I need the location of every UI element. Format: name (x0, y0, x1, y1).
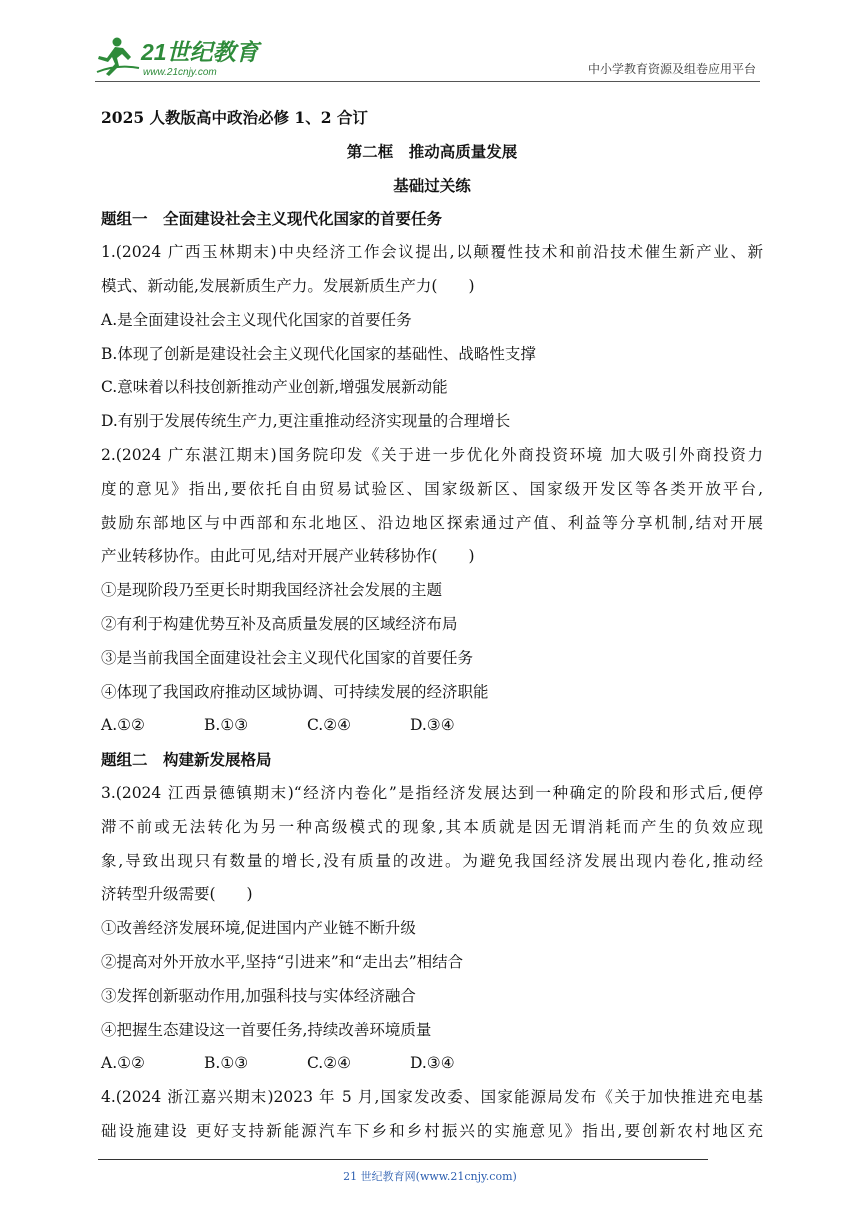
runner-icon (97, 38, 139, 77)
document-body (101, 101, 763, 1149)
question-stem: 2.(2024 广东湛江期末)国务院印发《关于进一步优化外商投资环境 加大吸引外商投资力 (101, 445, 763, 464)
header-divider (95, 81, 760, 82)
group-heading-2: 题组二 构建新发展格局 (101, 750, 272, 770)
question-4 (101, 1081, 763, 1149)
question-stem: 鼓励东部地区与中西部和东北地区、沿边地区探索通过产值、利益等分享机制,结对开展 (101, 513, 763, 532)
doc-subtitle: 第二框 推动高质量发展 (346, 141, 518, 161)
option-d: D.有别于发展传统生产力,更注重推动经济实现量的合理增长 (101, 412, 511, 431)
logo-21cnjy (95, 34, 265, 80)
question-stem: 4.(2024 浙江嘉兴期末)2023 年 5 月,国家发改委、国家能源局发布《关于加快推进充电基 (101, 1088, 763, 1107)
statement-2: ②有利于构建优势互补及高质量发展的区域经济布局 (101, 614, 458, 633)
option-a: A.①② (101, 716, 145, 735)
statement-4: ④体现了我国政府推动区域协调、可持续发展的经济职能 (101, 682, 489, 701)
option-d: D.③④ (410, 1054, 455, 1073)
question-stem: 3.(2024 江西景德镇期末)“经济内卷化”是指经济发展达到一种确定的阶段和形式后,便停 (101, 783, 763, 802)
footer-divider (98, 1159, 708, 1160)
group-heading-1: 题组一 全面建设社会主义现代化国家的首要任务 (101, 209, 443, 229)
answer-options (101, 1047, 763, 1081)
statement-4: ④把握生态建设这一首要任务,持续改善环境质量 (101, 1020, 432, 1039)
page-header (95, 30, 760, 82)
statement-2: ②提高对外开放水平,坚持“引进来”和“走出去”相结合 (101, 952, 464, 971)
statement-1: ①是现阶段乃至更长时期我国经济社会发展的主题 (101, 581, 443, 600)
question-1 (101, 236, 763, 439)
statement-3: ③是当前我国全面建设社会主义现代化国家的首要任务 (101, 648, 474, 667)
site-tagline: 中小学教育资源及组卷应用平台 (587, 62, 756, 76)
option-c: C.②④ (307, 716, 352, 735)
doc-title: 2025 人教版高中政治必修 1、2 合订 (101, 108, 368, 127)
question-stem: 产业转移协作。由此可见,结对开展产业转移协作( ) (101, 547, 475, 566)
question-2 (101, 439, 763, 743)
question-stem: 滞不前或无法转化为另一种高级模式的现象,其本质就是因无谓消耗而产生的负效应现 (101, 817, 763, 836)
option-b: B.①③ (204, 1054, 249, 1073)
option-c: C.②④ (307, 1054, 352, 1073)
option-b: B.①③ (204, 716, 249, 735)
option-d: D.③④ (410, 716, 455, 735)
option-b: B.体现了创新是建设社会主义现代化国家的基础性、战略性支撑 (101, 344, 536, 363)
statement-3: ③发挥创新驱动作用,加强科技与实体经济融合 (101, 986, 416, 1005)
question-stem: 济转型升级需要( ) (101, 885, 253, 904)
question-stem: 象,导致出现只有数量的增长,没有质量的改进。为避免我国经济发展出现内卷化,推动经 (101, 851, 763, 870)
logo-title: 21世纪教育 (141, 39, 259, 65)
question-stem: 度的意见》指出,要依托自由贸易试验区、国家级新区、国家级开发区等各类开放平台, (101, 479, 763, 498)
question-3 (101, 777, 763, 1081)
option-a: A.①② (101, 1054, 145, 1073)
question-stem: 础设施建设 更好支持新能源汽车下乡和乡村振兴的实施意见》指出,要创新农村地区充 (101, 1121, 763, 1140)
question-stem: 模式、新动能,发展新质生产力。发展新质生产力( ) (101, 276, 475, 295)
statement-1: ①改善经济发展环境,促进国内产业链不断升级 (101, 919, 416, 938)
answer-options (101, 709, 763, 743)
option-a: A.是全面建设社会主义现代化国家的首要任务 (101, 310, 412, 329)
section-heading: 基础过关练 (393, 175, 471, 195)
page-footer: 21 世纪教育网(www.21cnjy.com) (343, 1170, 517, 1183)
question-stem: 1.(2024 广西玉林期末)中央经济工作会议提出,以颠覆性技术和前沿技术催生新产业、新 (101, 243, 763, 262)
option-c: C.意味着以科技创新推动产业创新,增强发展新动能 (101, 378, 448, 397)
logo-url: www.21cnjy.com (143, 67, 217, 78)
